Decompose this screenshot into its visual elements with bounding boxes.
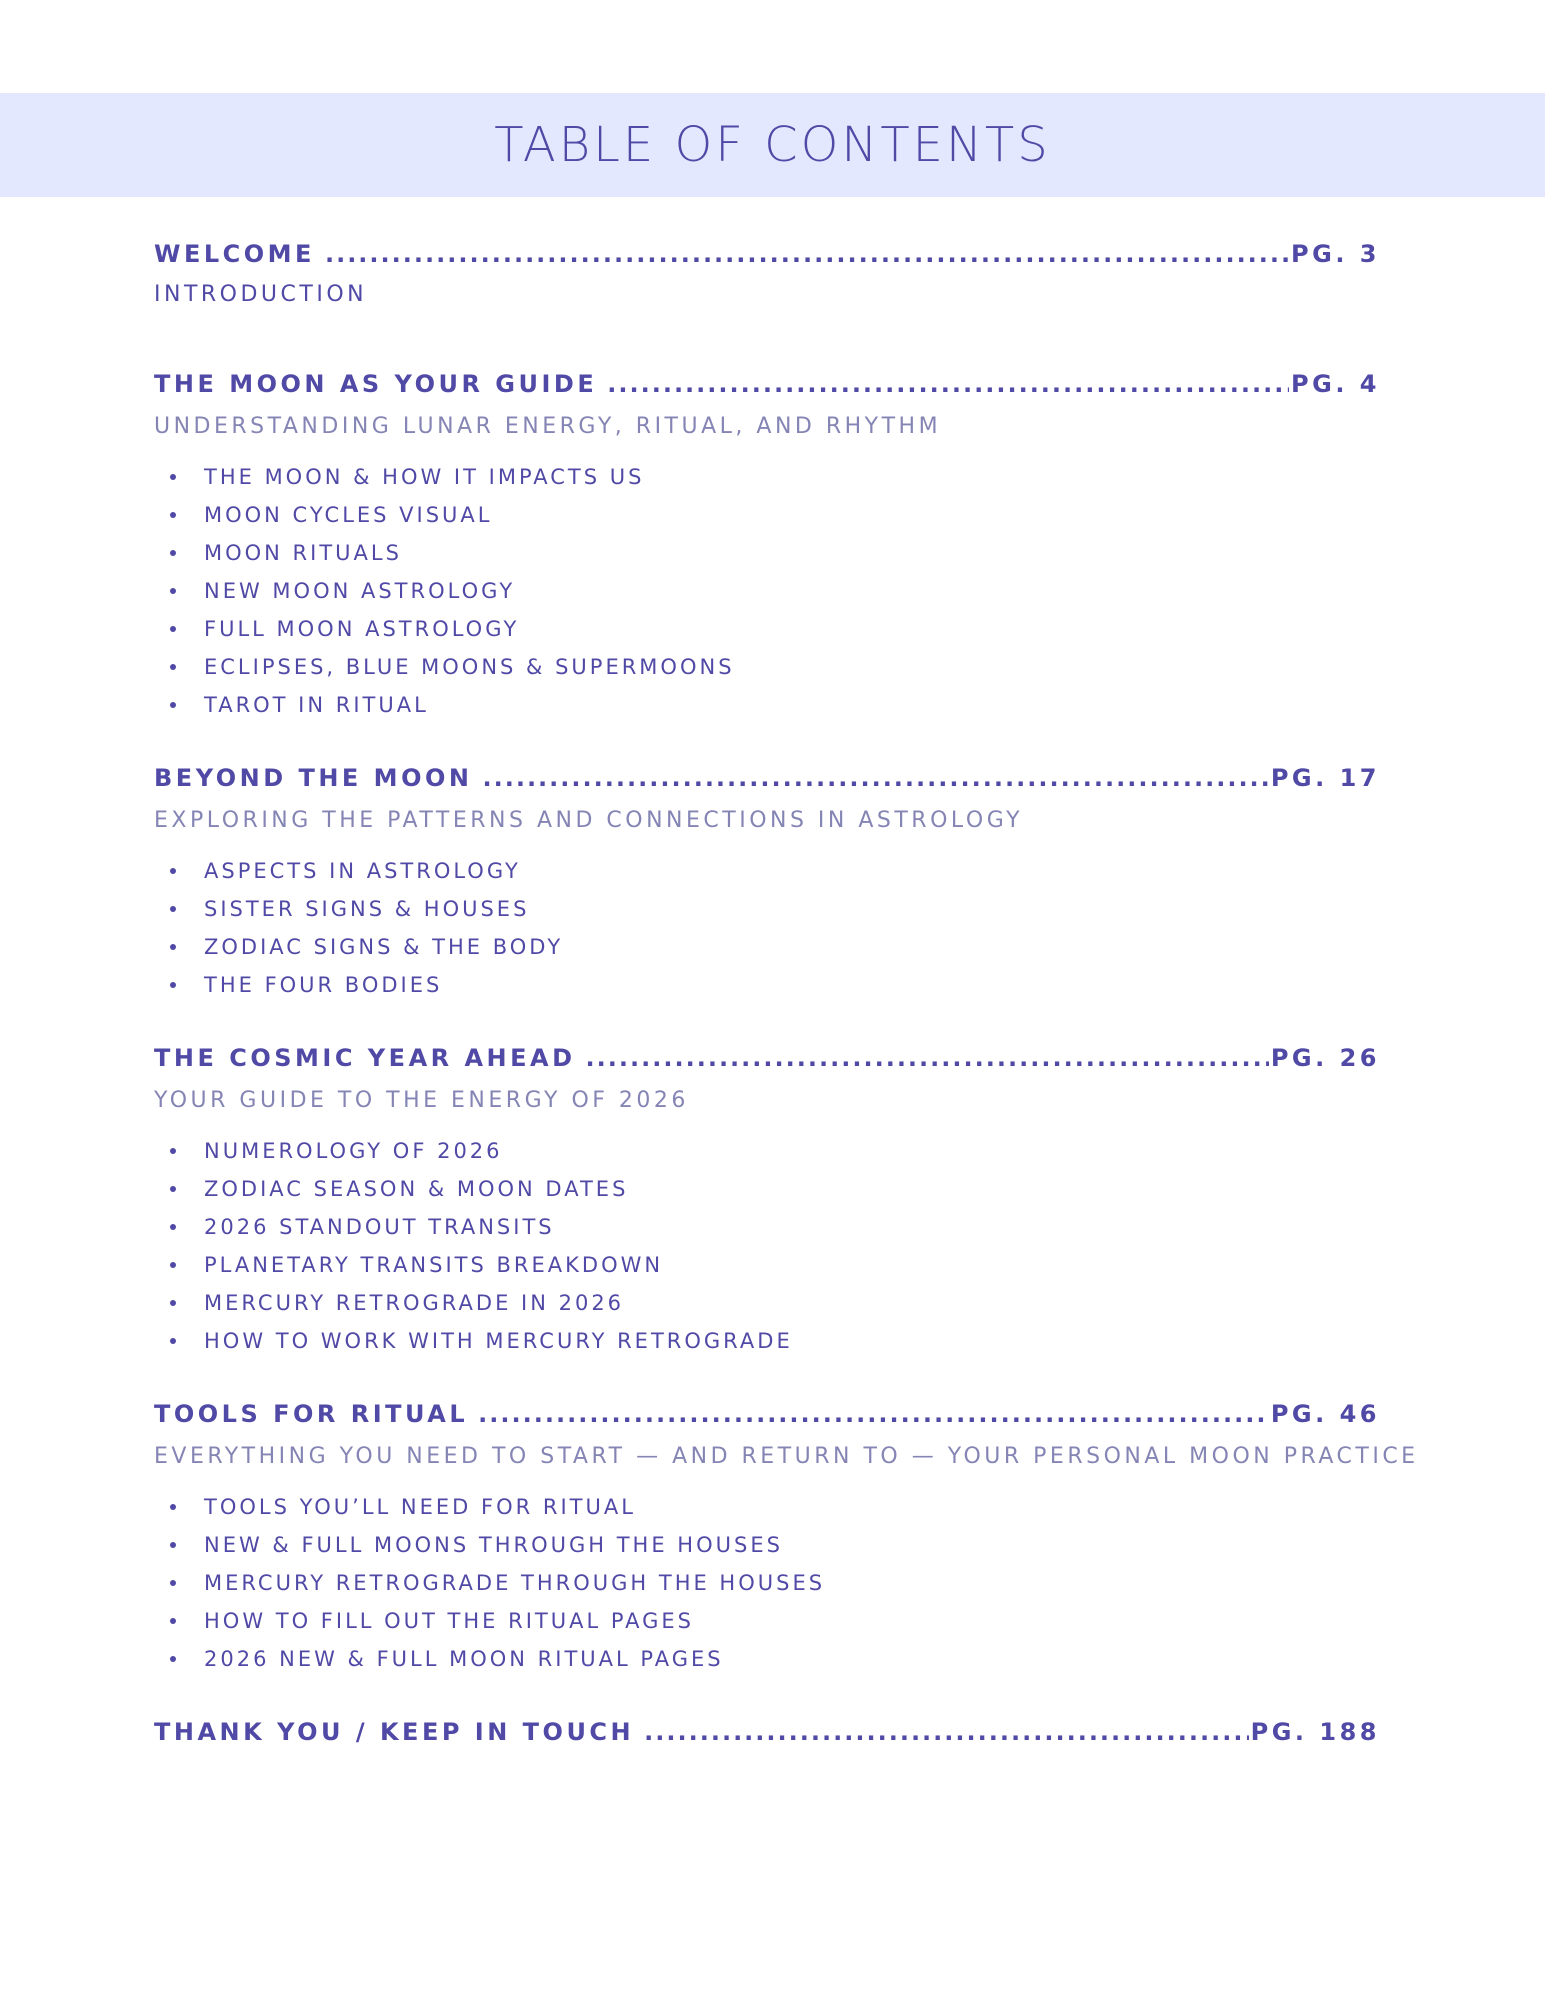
list-item[interactable]: 2026 NEW & FULL MOON RITUAL PAGES xyxy=(154,1640,1380,1678)
section-subtitle: INTRODUCTION xyxy=(154,282,368,307)
toc-section-moon-guide xyxy=(154,370,1380,724)
bullet-icon xyxy=(170,906,176,912)
list-item[interactable]: ASPECTS IN ASTROLOGY xyxy=(154,852,1380,890)
list-item[interactable]: THE FOUR BODIES xyxy=(154,966,1380,1004)
toc-entry-moon-guide[interactable] xyxy=(154,370,1380,408)
section-subtitle: YOUR GUIDE TO THE ENERGY OF 2026 xyxy=(154,1088,689,1113)
toc-entry-cosmic-year[interactable] xyxy=(154,1044,1380,1082)
toc-section-beyond-moon xyxy=(154,764,1380,1004)
list-item[interactable]: ECLIPSES, BLUE MOONS & SUPERMOONS xyxy=(154,648,1380,686)
page-number: PG. 17 xyxy=(1270,764,1380,792)
bullet-icon xyxy=(170,1186,176,1192)
list-item[interactable]: MOON RITUALS xyxy=(154,534,1380,572)
list-item[interactable]: TAROT IN RITUAL xyxy=(154,686,1380,724)
list-item[interactable]: NEW & FULL MOONS THROUGH THE HOUSES xyxy=(154,1526,1380,1564)
page-number: PG. 4 xyxy=(1291,370,1380,398)
toc-entry-thank-you[interactable] xyxy=(154,1718,1380,1756)
bullet-icon xyxy=(170,1262,176,1268)
list-item[interactable]: PLANETARY TRANSITS BREAKDOWN xyxy=(154,1246,1380,1284)
page-number: PG. 3 xyxy=(1291,240,1380,268)
list-item[interactable]: HOW TO FILL OUT THE RITUAL PAGES xyxy=(154,1602,1380,1640)
list-item[interactable]: SISTER SIGNS & HOUSES xyxy=(154,890,1380,928)
toc-section-tools-ritual xyxy=(154,1400,1419,1678)
list-item[interactable]: ZODIAC SEASON & MOON DATES xyxy=(154,1170,1380,1208)
dot-leader xyxy=(482,764,1268,792)
table-of-contents xyxy=(154,240,1419,1800)
section-title: TOOLS FOR RITUAL xyxy=(154,1400,469,1428)
section-title: BEYOND THE MOON xyxy=(154,764,473,792)
subtopic-list xyxy=(154,852,1380,1004)
section-title: THANK YOU / KEEP IN TOUCH xyxy=(154,1718,635,1746)
dot-leader xyxy=(607,370,1289,398)
list-item[interactable]: THE MOON & HOW IT IMPACTS US xyxy=(154,458,1380,496)
bullet-icon xyxy=(170,512,176,518)
dot-leader xyxy=(325,240,1289,268)
toc-section-thank-you xyxy=(154,1718,1380,1756)
bullet-icon xyxy=(170,474,176,480)
list-item[interactable]: MERCURY RETROGRADE THROUGH THE HOUSES xyxy=(154,1564,1380,1602)
subtopic-list xyxy=(154,458,1380,724)
list-item[interactable]: NUMEROLOGY OF 2026 xyxy=(154,1132,1380,1170)
title-band xyxy=(0,93,1545,197)
bullet-icon xyxy=(170,1224,176,1230)
bullet-icon xyxy=(170,1148,176,1154)
page-number: PG. 26 xyxy=(1270,1044,1380,1072)
bullet-icon xyxy=(170,1656,176,1662)
list-item[interactable]: HOW TO WORK WITH MERCURY RETROGRADE xyxy=(154,1322,1380,1360)
list-item[interactable]: 2026 STANDOUT TRANSITS xyxy=(154,1208,1380,1246)
bullet-icon xyxy=(170,1580,176,1586)
bullet-icon xyxy=(170,1338,176,1344)
section-subtitle: EVERYTHING YOU NEED TO START — AND RETURN TO — YOUR PERSONAL MOON PRACTICE xyxy=(154,1444,1419,1469)
bullet-icon xyxy=(170,626,176,632)
dot-leader xyxy=(586,1044,1269,1072)
page-number: PG. 46 xyxy=(1270,1400,1380,1428)
list-item[interactable]: TOOLS YOU’LL NEED FOR RITUAL xyxy=(154,1488,1380,1526)
bullet-icon xyxy=(170,982,176,988)
section-title: WELCOME xyxy=(154,240,315,268)
toc-entry-tools-ritual[interactable] xyxy=(154,1400,1380,1438)
bullet-icon xyxy=(170,1542,176,1548)
toc-section-welcome xyxy=(154,240,1380,316)
bullet-icon xyxy=(170,868,176,874)
dot-leader xyxy=(478,1400,1269,1428)
bullet-icon xyxy=(170,588,176,594)
page-number: PG. 188 xyxy=(1250,1718,1380,1746)
dot-leader xyxy=(644,1718,1249,1746)
section-title: THE COSMIC YEAR AHEAD xyxy=(154,1044,576,1072)
list-item[interactable]: ZODIAC SIGNS & THE BODY xyxy=(154,928,1380,966)
bullet-icon xyxy=(170,550,176,556)
toc-entry-beyond-moon[interactable] xyxy=(154,764,1380,802)
bullet-icon xyxy=(170,944,176,950)
list-item[interactable]: MOON CYCLES VISUAL xyxy=(154,496,1380,534)
toc-entry-welcome[interactable] xyxy=(154,240,1380,278)
subtopic-list xyxy=(154,1488,1380,1678)
subtopic-list xyxy=(154,1132,1380,1360)
list-item[interactable]: MERCURY RETROGRADE IN 2026 xyxy=(154,1284,1380,1322)
page-title: TABLE OF CONTENTS xyxy=(494,117,1051,173)
section-subtitle: EXPLORING THE PATTERNS AND CONNECTIONS IN ASTROLOGY xyxy=(154,808,1024,833)
bullet-icon xyxy=(170,1300,176,1306)
section-title: THE MOON AS YOUR GUIDE xyxy=(154,370,598,398)
list-item[interactable]: FULL MOON ASTROLOGY xyxy=(154,610,1380,648)
bullet-icon xyxy=(170,1504,176,1510)
bullet-icon xyxy=(170,664,176,670)
toc-section-cosmic-year xyxy=(154,1044,1380,1360)
bullet-icon xyxy=(170,702,176,708)
section-subtitle: UNDERSTANDING LUNAR ENERGY, RITUAL, AND RHYTHM xyxy=(154,414,942,439)
bullet-icon xyxy=(170,1618,176,1624)
list-item[interactable]: NEW MOON ASTROLOGY xyxy=(154,572,1380,610)
